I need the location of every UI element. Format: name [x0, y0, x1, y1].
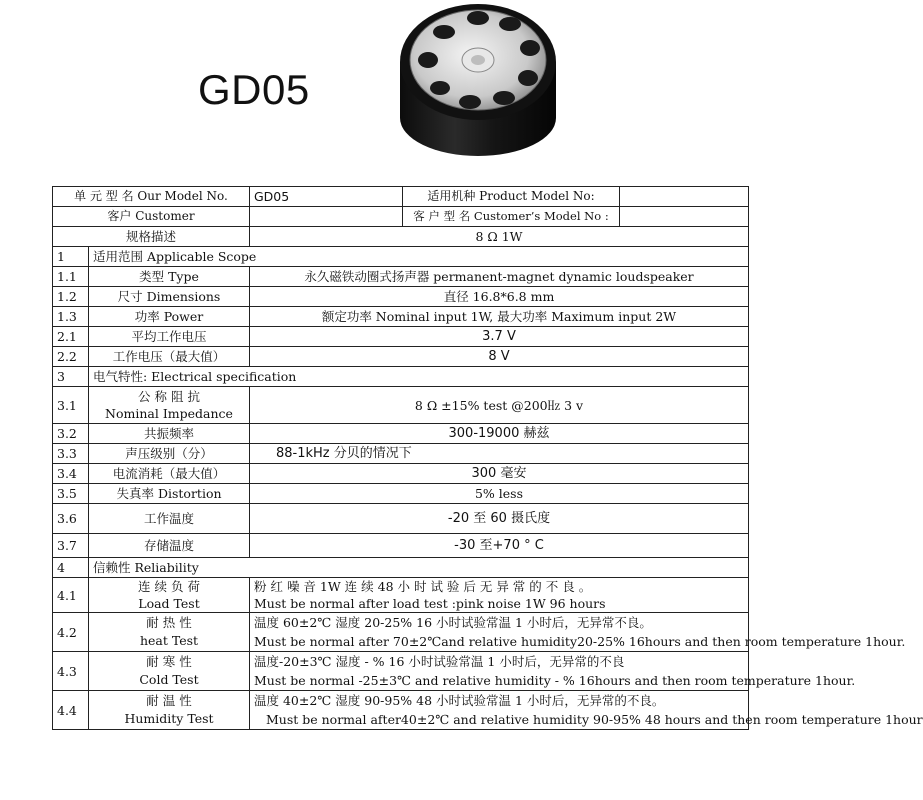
row-value-en: Must be normal after 70±2℃and relative humidity20-25% 16hours and then room temperature 1hour. [254, 634, 906, 649]
row-label-en: heat Test [139, 633, 199, 648]
row-value: 300-19000 赫兹 [250, 424, 749, 444]
row-label: 共振频率 [89, 424, 250, 444]
row-value: 8 Ω ±15% test @200㎐ 3 v [250, 387, 749, 424]
row-number: 2.1 [53, 327, 89, 347]
row-label-en: Cold Test [139, 672, 199, 687]
row-number: 3 [53, 367, 89, 387]
customer-value [250, 207, 403, 227]
row-number: 3.2 [53, 424, 89, 444]
row-value-en: Must be normal after load test :pink noise 1W 96 hours [254, 596, 606, 611]
row-value: 额定功率 Nominal input 1W, 最大功率 Maximum input 2W [250, 307, 749, 327]
row-label: 工作温度 [89, 504, 250, 534]
row-number: 3.4 [53, 464, 89, 484]
row-number: 1 [53, 247, 89, 267]
row-number: 4.4 [53, 691, 89, 730]
section-title: 信赖性 Reliability [89, 558, 749, 578]
row-value-cn: 粉 红 噪 音 1W 连 续 48 小 时 试 验 后 无 异 常 的 不 良 。 [254, 579, 592, 594]
row-number: 1.3 [53, 307, 89, 327]
table-row [53, 424, 749, 444]
table-row [53, 287, 749, 307]
row-value-cn: 温度 60±2℃ 湿度 20-25% 16 小时试验常温 1 小时后，无异常不良。 [254, 615, 652, 630]
row-value-cn: 温度 40±2℃ 湿度 90-95% 48 小时试验常温 1 小时后，无异常的不良。 [254, 693, 665, 708]
customer-model-label: 客 户 型 名 Customer’s Model No : [403, 207, 620, 227]
table-row [53, 504, 749, 534]
table-row [53, 444, 749, 464]
model-title: GD05 [198, 66, 310, 113]
our-model-label: 单 元 型 名 Our Model No. [53, 187, 250, 207]
row-number: 3.1 [53, 387, 89, 424]
row-number: 1.2 [53, 287, 89, 307]
row-label-cn: 耐 寒 性 [146, 654, 192, 669]
our-model-value: GD05 [250, 187, 403, 207]
model-row [53, 187, 749, 207]
row-number: 3.3 [53, 444, 89, 464]
row-number: 4.2 [53, 613, 89, 652]
row-number: 3.5 [53, 484, 89, 504]
table-row [53, 307, 749, 327]
row-number: 4 [53, 558, 89, 578]
row-value: 300 毫安 [250, 464, 749, 484]
row-number: 3.7 [53, 534, 89, 558]
table-row [53, 387, 749, 424]
section-row [53, 558, 749, 578]
table-row [53, 652, 749, 691]
speaker-image [378, 0, 578, 160]
product-model-value [620, 187, 749, 207]
row-label: 尺寸 Dimensions [89, 287, 250, 307]
row-value: 直径 16.8*6.8 mm [250, 287, 749, 307]
row-value: 8 V [250, 347, 749, 367]
row-label-cn: 公 称 阻 抗 [138, 389, 200, 404]
table-row [53, 691, 749, 730]
table-row [53, 484, 749, 504]
row-value-cn: 温度-20±3℃ 湿度 - % 16 小时试验常温 1 小时后，无异常的不良 [254, 654, 625, 669]
row-label: 存储温度 [89, 534, 250, 558]
row-label: 功率 Power [89, 307, 250, 327]
table-row [53, 578, 749, 613]
row-number: 3.6 [53, 504, 89, 534]
customer-model-value [620, 207, 749, 227]
table-row [53, 327, 749, 347]
table-row [53, 464, 749, 484]
row-value: 88-1kHz 分贝的情况下 [250, 444, 749, 464]
row-value: 永久磁铁动圈式扬声器 permanent-magnet dynamic loudspeaker [250, 267, 749, 287]
row-number: 1.1 [53, 267, 89, 287]
row-value: -30 至+70 ° C [250, 534, 749, 558]
row-label-en: Load Test [138, 596, 200, 611]
row-label: 平均工作电压 [89, 327, 250, 347]
row-label: 电流消耗（最大值） [89, 464, 250, 484]
row-label-cn: 耐 温 性 [146, 693, 192, 708]
section-title: 电气特性: Electrical specification [89, 367, 749, 387]
row-label-cn: 耐 热 性 [146, 615, 192, 630]
section-title: 适用范围 Applicable Scope [89, 247, 749, 267]
spec-value: 8 Ω 1W [250, 227, 749, 247]
row-value: 5% less [250, 484, 749, 504]
row-label-cn: 连 续 负 荷 [138, 579, 200, 594]
product-model-label: 适用机种 Product Model No: [403, 187, 620, 207]
row-number: 4.3 [53, 652, 89, 691]
row-label-en: Humidity Test [124, 711, 214, 726]
row-label: 类型 Type [89, 267, 250, 287]
spec-label: 规格描述 [53, 227, 250, 247]
section-row [53, 367, 749, 387]
spec-table [52, 186, 923, 730]
row-number: 2.2 [53, 347, 89, 367]
section-row [53, 247, 749, 267]
customer-row [53, 207, 749, 227]
row-label-en: Nominal Impedance [105, 406, 233, 421]
row-value-en: Must be normal after40±2℃ and relative humidity 90-95% 48 hours and then room temperature 1hour [266, 712, 923, 727]
table-row [53, 534, 749, 558]
row-number: 4.1 [53, 578, 89, 613]
spec-description-row [53, 227, 749, 247]
table-row [53, 613, 749, 652]
row-value-en: Must be normal -25±3℃ and relative humidity - % 16hours and then room temperature 1hour. [254, 673, 856, 688]
table-row [53, 347, 749, 367]
row-value: 3.7 V [250, 327, 749, 347]
table-row [53, 267, 749, 287]
row-label: 工作电压（最大值） [89, 347, 250, 367]
customer-label: 客户 Customer [53, 207, 250, 227]
row-value: -20 至 60 摄氏度 [250, 504, 749, 534]
row-label: 声压级别（分） [89, 444, 250, 464]
row-label: 失真率 Distortion [89, 484, 250, 504]
